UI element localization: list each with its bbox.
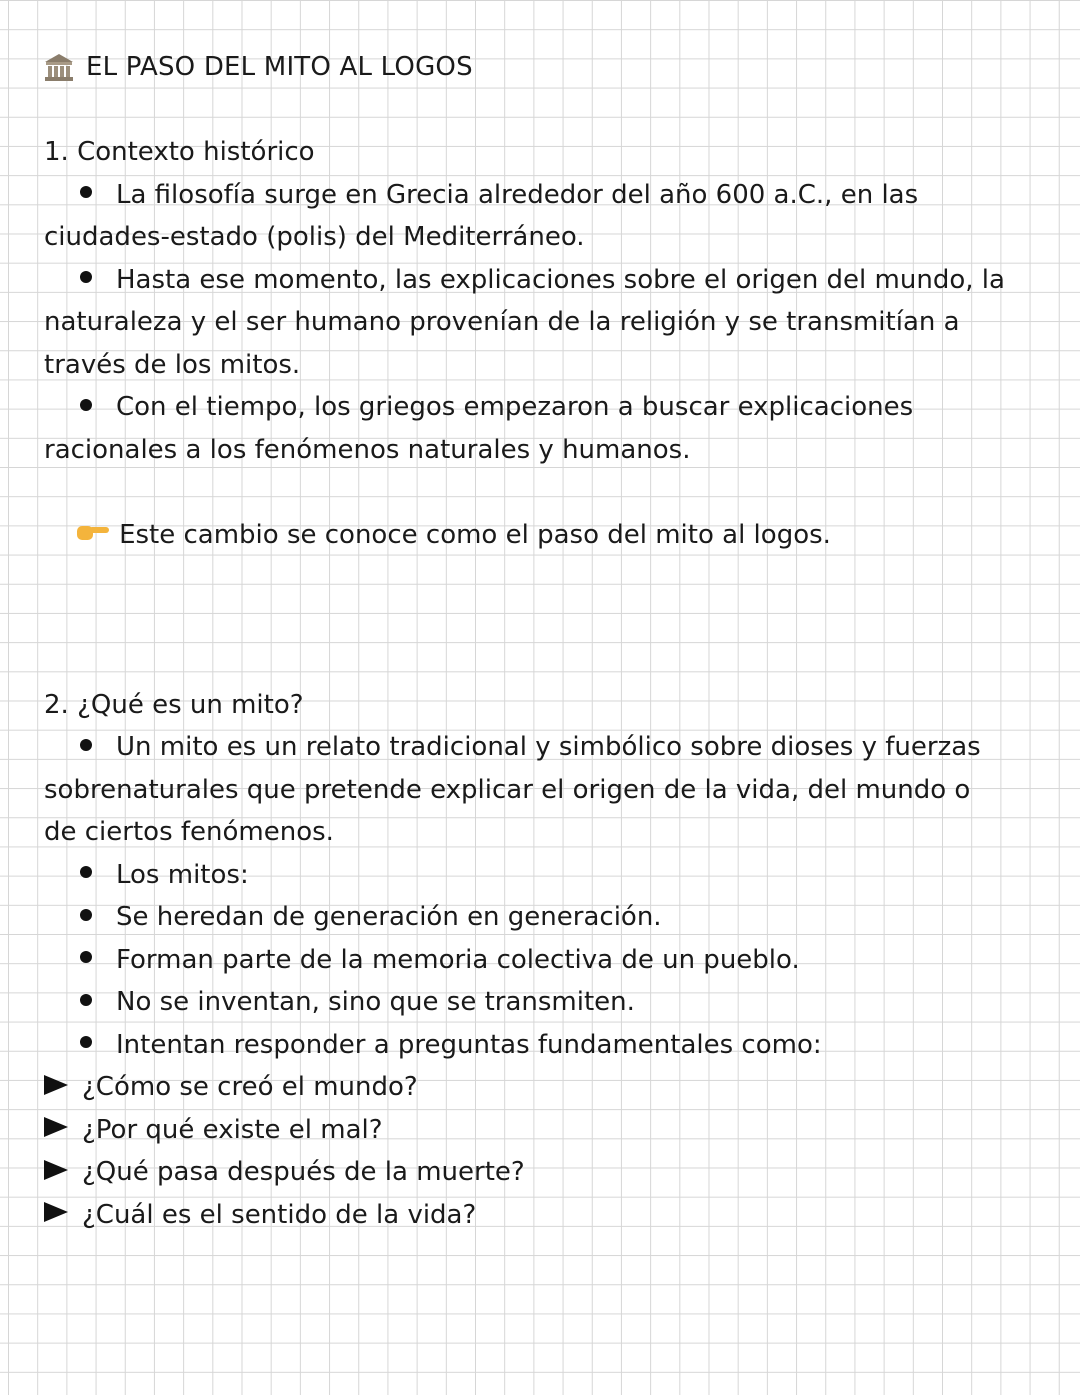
question-item: ¿Cómo se creó el mundo? — [44, 1066, 1044, 1109]
page-title: EL PASO DEL MITO AL LOGOS — [86, 52, 473, 82]
question-item: ¿Qué pasa después de la muerte? — [44, 1151, 1044, 1194]
section-1-note: Este cambio se conoce como el paso del mito al logos. — [44, 471, 1044, 599]
classical-building-icon — [44, 52, 74, 82]
arrowhead-icon — [44, 1075, 68, 1095]
bullet-1-line-2: ciudades-estado (polis) del Mediterráneo. — [44, 222, 585, 252]
question-item: ¿Por qué existe el mal? — [44, 1109, 1044, 1152]
bullet-3-line-1: Con el tiempo, los griegos empezaron a buscar explicaciones — [44, 386, 1044, 429]
bullet-dot-icon — [80, 399, 92, 411]
arrowhead-icon — [44, 1160, 68, 1180]
bullet-dot-icon — [80, 951, 92, 963]
list-item: Se heredan de generación en generación. — [44, 896, 1044, 939]
list-item: Forman parte de la memoria colectiva de un pueblo. — [44, 939, 1044, 982]
bullet-dot-icon — [80, 1036, 92, 1048]
bullet-3-line-2: racionales a los fenómenos naturales y humanos. — [44, 434, 691, 465]
bullet-2-line-1: Hasta ese momento, las explicaciones sobre el origen del mundo, la — [44, 259, 1044, 302]
bullet-dot-icon — [80, 739, 92, 751]
bullet-dot-icon — [80, 271, 92, 283]
pointing-hand-icon — [77, 522, 109, 542]
list-item: No se inventan, sino que se transmiten. — [44, 981, 1044, 1024]
arrowhead-icon — [44, 1202, 68, 1222]
list-item: Los mitos: — [44, 854, 1044, 897]
bullet-1-line-1: La filosofía surge en Grecia alrededor del año 600 a.C., en las — [44, 174, 1044, 217]
list-item: Intentan responder a preguntas fundamentales como: — [44, 1024, 1044, 1067]
section-1-heading: 1. Contexto histórico — [44, 137, 315, 167]
definition-line-3: de ciertos fenómenos. — [44, 817, 334, 847]
definition-line-2: sobrenaturales que pretende explicar el origen de la vida, del mundo o — [44, 774, 971, 805]
bullet-dot-icon — [80, 186, 92, 198]
question-item: ¿Cuál es el sentido de la vida? — [44, 1194, 1044, 1237]
bullet-2-line-2: naturaleza y el ser humano provenían de la religión y se transmitían a — [44, 307, 960, 337]
notes-page — [44, 46, 1044, 1236]
bullet-2-line-3: través de los mitos. — [44, 349, 301, 380]
arrowhead-icon — [44, 1117, 68, 1137]
page-title-row — [44, 46, 1044, 89]
bullet-dot-icon — [80, 866, 92, 878]
definition-line-1: Un mito es un relato tradicional y simbólico sobre dioses y fuerzas — [44, 726, 1044, 769]
section-2-heading: 2. ¿Qué es un mito? — [44, 689, 304, 720]
bullet-dot-icon — [80, 909, 92, 921]
bullet-dot-icon — [80, 994, 92, 1006]
